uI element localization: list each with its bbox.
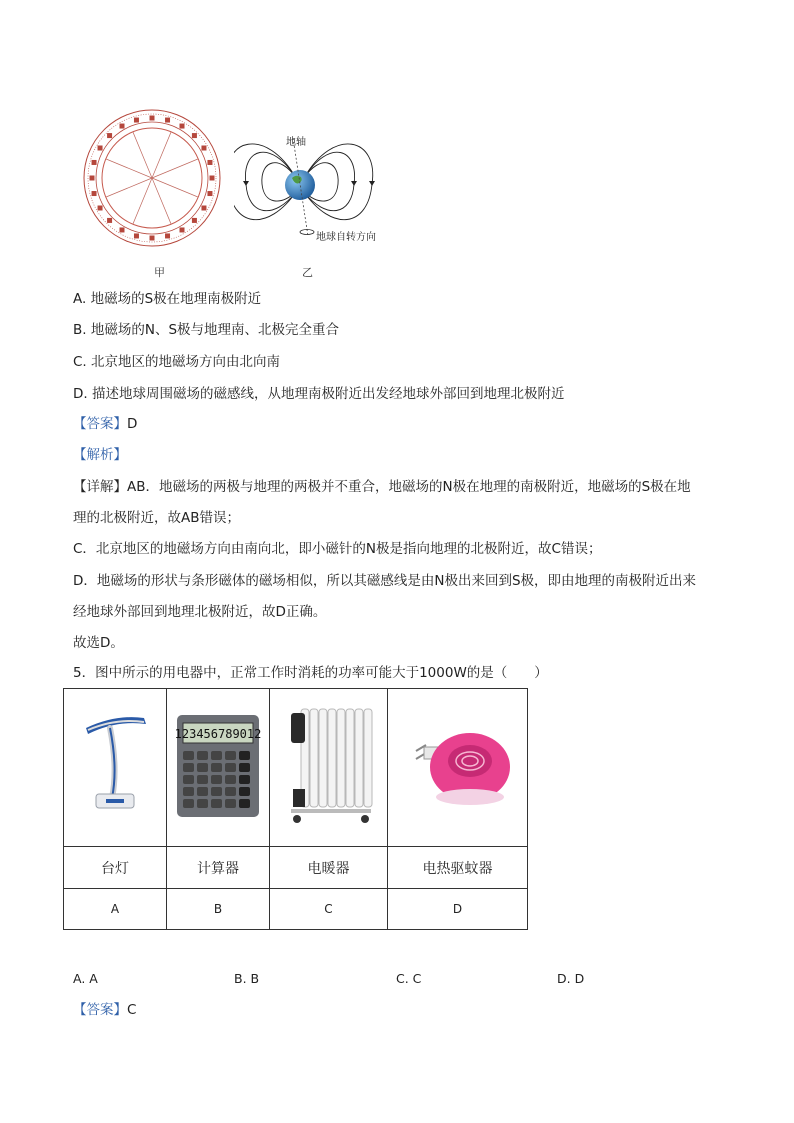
answer-tag: 【答案】	[73, 416, 127, 432]
appliance-image-row	[64, 689, 528, 847]
appliance-letter-cell: A	[64, 889, 167, 930]
q4-detail-line-1	[73, 478, 691, 496]
appliance-table	[63, 688, 528, 930]
electric-heater-image	[270, 689, 388, 847]
q5-option-d: D. D	[557, 971, 585, 986]
q4-detail-line-4: D．地磁场的形状与条形磁体的磁场相似，所以其磁感线是由N极出来回到S极，即由地理的南极附近出来	[73, 573, 697, 589]
q4-option-a: A. 地磁场的S极在地理南极附近	[73, 291, 262, 307]
appliance-name-row	[64, 847, 528, 889]
detail-tag: 【详解】	[73, 479, 127, 495]
answer-value: C	[127, 1002, 137, 1018]
q4-detail-line-3: C．北京地区的地磁场方向由南向北，即小磁针的N极是指向地理的北极附近，故C错误；	[73, 541, 602, 557]
appliance-name-cell: 台灯	[64, 847, 167, 889]
desk-lamp-image	[64, 689, 167, 847]
q4-analysis-tag	[73, 446, 127, 464]
compass-dial-figure	[74, 108, 230, 248]
q4-detail-line-5: 经地球外部回到地理北极附近，故D正确。	[73, 604, 327, 620]
appliance-letter-cell: D	[388, 889, 528, 930]
earth-axis-label: 地轴	[286, 137, 306, 148]
answer-value: D	[127, 416, 138, 432]
appliance-name-cell: 电热驱蚊器	[388, 847, 528, 889]
rotation-direction-label: 地球自转方向	[316, 232, 376, 243]
q4-option-b: B. 地磁场的N、S极与地理南、北极完全重合	[73, 322, 340, 338]
appliance-name-cell: 电暖器	[270, 847, 388, 889]
appliance-name-cell: 计算器	[167, 847, 270, 889]
figure-label-jia: 甲	[154, 266, 165, 279]
q4-detail-line-2: 理的北极附近，故AB错误；	[73, 510, 240, 526]
mosquito-repeller-image	[388, 689, 528, 847]
q4-option-c: C. 北京地区的地磁场方向由北向南	[73, 354, 281, 370]
q4-conclusion: 故选D。	[73, 635, 124, 651]
calculator-display-text: 123456789012	[174, 726, 262, 741]
appliance-letter-cell: B	[167, 889, 270, 930]
appliance-letter-row	[64, 889, 528, 930]
q5-option-c: C. C	[396, 971, 422, 986]
q4-answer	[73, 415, 137, 433]
q5-stem: 5．图中所示的用电器中，正常工作时消耗的功率可能大于1000W的是（ ）	[73, 665, 548, 681]
figure-label-yi: 乙	[302, 266, 313, 279]
answer-tag: 【答案】	[73, 1002, 127, 1018]
appliance-letter-cell: C	[270, 889, 388, 930]
q4-option-d: D. 描述地球周围磁场的磁感线，从地理南极附近出发经地球外部回到地理北极附近	[73, 386, 565, 402]
detail-text-1: AB．地磁场的两极与地理的两极并不重合，地磁场的N极在地理的南极附近，地磁场的S极在地	[127, 479, 691, 495]
analysis-tag: 【解析】	[73, 447, 127, 463]
q5-option-a: A. A	[73, 971, 98, 986]
q5-answer	[73, 1001, 136, 1019]
calculator-image	[167, 689, 270, 847]
q5-option-b: B. B	[234, 971, 260, 986]
